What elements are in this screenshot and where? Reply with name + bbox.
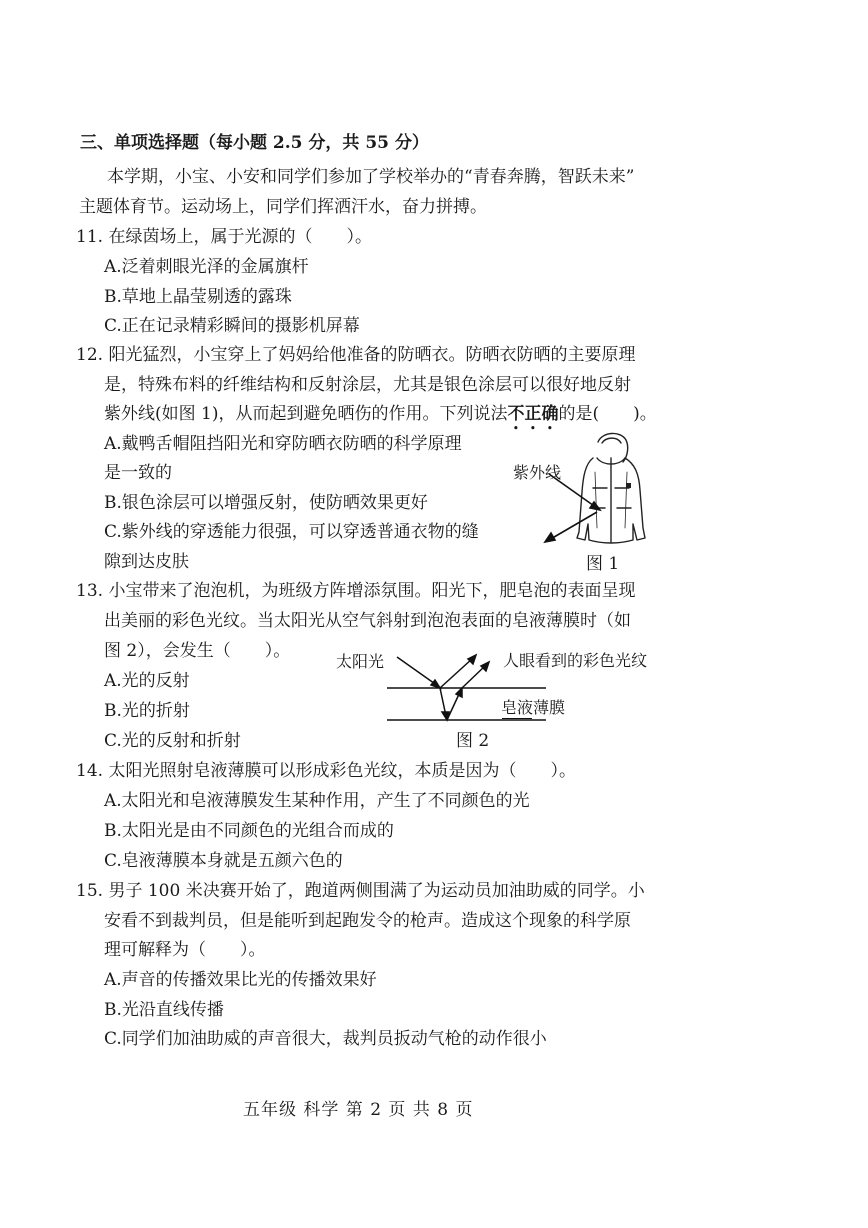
figure-1-uv-label: 紫外线 — [513, 463, 562, 482]
q11-option-a: A.泛着刺眼光泽的金属旗杆 — [104, 257, 309, 277]
q13-option-b: B.光的折射 — [104, 701, 190, 721]
figure-2-caption: 图 2 — [456, 731, 490, 751]
q15-stem-line2: 安看不到裁判员，但是能听到起跑发令的枪声。造成这个现象的科学原 — [104, 911, 631, 931]
q12-stem-line2: 是，特殊布料的纤维结构和反射涂层，尤其是银色涂层可以很好地反射 — [104, 375, 631, 395]
figure-2-eye-label: 人眼看到的彩色光纹 — [503, 651, 648, 670]
q12-option-a-line1: A.戴鸭舌帽阻挡阳光和穿防晒衣防晒的科学原理 — [104, 434, 462, 454]
q12-option-a-line2: 是一致的 — [104, 463, 172, 483]
figure-2-film-label: 皂液薄膜 — [501, 698, 566, 717]
q15-option-b: B.光沿直线传播 — [104, 1000, 224, 1020]
section-intro-line1: 本学期，小宝、小安和同学们参加了学校举办的“青春奔腾，智跃未来” — [107, 167, 635, 187]
q12-option-b: B.银色涂层可以增强反射，使防晒效果更好 — [104, 493, 428, 513]
q15-stem-line3: 理可解释为（ ）。 — [104, 940, 266, 960]
q14-option-c: C.皂液薄膜本身就是五颜六色的 — [104, 851, 343, 871]
q13-stem-line3: 图 2），会发生（ ）。 — [104, 641, 291, 661]
q12-stem-line1: 12. 阳光猛烈，小宝穿上了妈妈给他准备的防晒衣。防晒衣防晒的主要原理 — [76, 345, 636, 365]
q12-stem-post: 的是( )。 — [558, 404, 657, 424]
q13-stem-line2: 出美丽的彩色光纹。当太阳光从空气斜射到泡泡表面的皂液薄膜时（如 — [104, 611, 631, 631]
q12-stem-pre: 紫外线(如图 1)，从而起到避免晒伤的作用。下列说法 — [104, 404, 508, 424]
q14-option-b: B.太阳光是由不同颜色的光组合而成的 — [104, 821, 394, 841]
q13-option-a: A.光的反射 — [104, 671, 190, 691]
section-intro-line2: 主题体育节。运动场上，同学们挥洒汗水，奋力拼搏。 — [79, 197, 487, 217]
uv-reflected-arrow — [549, 512, 597, 540]
q11-option-b: B.草地上晶莹剔透的露珠 — [104, 287, 292, 307]
q15-stem-line1: 15. 男子 100 米决赛开始了，跑道两侧围满了为运动员加油助威的同学。小 — [76, 881, 645, 901]
figure-2-sunlight-label: 太阳光 — [336, 652, 385, 671]
figure-2-film-underline — [502, 718, 532, 719]
q15-option-c: C.同学们加油助威的声音很大，裁判员扳动气枪的动作很小 — [104, 1029, 547, 1049]
q14-option-a: A.太阳光和皂液薄膜发生某种作用，产生了不同颜色的光 — [104, 791, 530, 811]
incident-ray — [397, 657, 438, 686]
figure-1-caption: 图 1 — [586, 554, 620, 574]
q12-option-c-line1: C.紫外线的穿透能力很强，可以穿透普通衣物的缝 — [104, 522, 479, 542]
q13-stem-line1: 13. 小宝带来了泡泡机，为班级方阵增添氛围。阳光下，肥皂泡的表面呈现 — [76, 581, 636, 601]
q12-option-c-line2: 隙到达皮肤 — [104, 552, 189, 572]
q15-option-a: A.声音的传播效果比光的传播效果好 — [104, 970, 377, 990]
page-footer: 五年级 科学 第 2 页 共 8 页 — [243, 1100, 474, 1120]
q13-option-c: C.光的反射和折射 — [104, 731, 241, 751]
q11-option-c: C.正在记录精彩瞬间的摄影机屏幕 — [104, 316, 360, 336]
q14-stem: 14. 太阳光照射皂液薄膜可以形成彩色光纹，本质是因为（ ）。 — [76, 761, 576, 781]
q12-emphasis: 不正确 — [507, 404, 559, 424]
section-title: 三、单项选择题（每小题 2.5 分，共 55 分） — [80, 133, 429, 153]
q11-stem: 11. 在绿茵场上，属于光源的（ ）。 — [76, 227, 372, 247]
reflected-ray-1 — [440, 658, 473, 688]
